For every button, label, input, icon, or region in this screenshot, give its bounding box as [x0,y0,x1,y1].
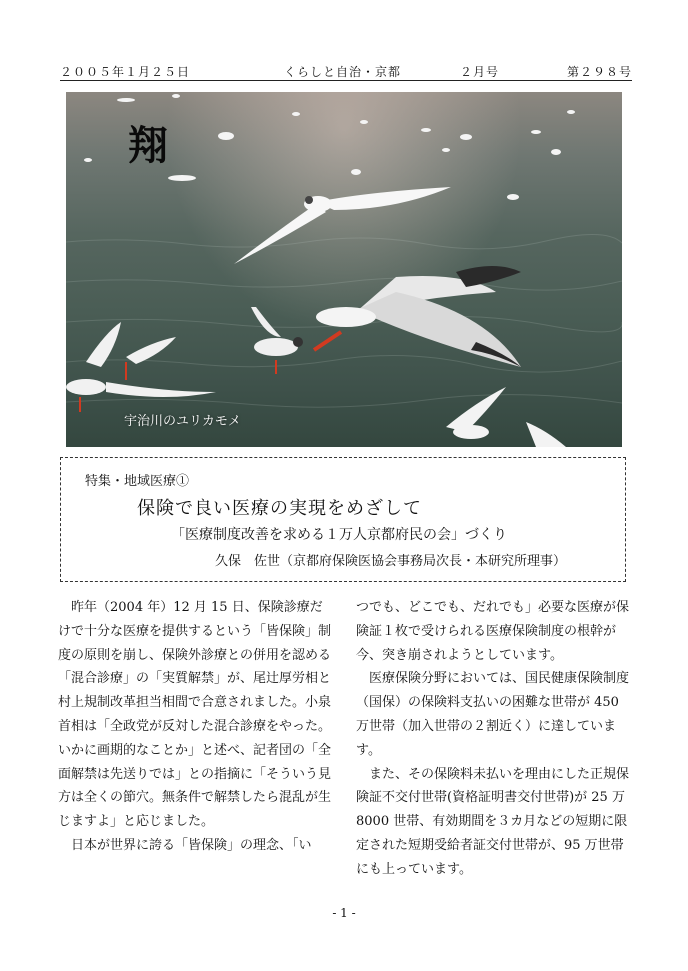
feature-series-label: 特集・地域医療① [85,474,190,489]
article-paragraph: 医療保険分野においては、国民健康保険制度（国保）の保険料支払いの困難な世帯が 450 万世帯（加入世帯の２割近く）に達しています。 [356,671,630,758]
photo-caption: 宇治川のユリカモメ [124,414,241,429]
publication-name: くらしと自治・京都 [284,65,402,79]
gull-top [234,187,451,264]
cover-photo [66,92,622,447]
feature-subtitle: 「医療制度改善を求める１万人京都府民の会」づくり [171,527,507,543]
article-paragraph: つでも、どこでも、だれでも」必要な医療が保険証１枚で受けられる医療保険制度の根幹が今、突き崩されようとしています。 [356,600,630,663]
issue-date: ２００５年１月２５日 [60,65,191,79]
feature-title: 保険で良い医療の実現をめざして [137,498,422,519]
issue-month: ２月号 [460,65,500,79]
gull-middle [251,307,303,374]
article-paragraph: また、その保険料未払いを理由にした正規保険証不交付世帯(資格証明書交付世帯)が 25 万 8000 世帯、有効期間を３カ月などの短期に限定された短期受給者証交付世帯が、95 万世帯にも上っています。 [356,766,630,877]
article-column-right [356,596,632,882]
article-column-left [58,596,334,858]
gull-left [66,322,216,412]
page-header [60,64,632,81]
gull-large [314,266,521,367]
article-paragraph: 日本が世界に誇る「皆保険」の理念、「い [71,837,312,853]
issue-number: 第２９８号 [566,65,632,79]
article-paragraph: 昨年（2004 年）12 月 15 日、保険診療だけで十分な医療を提供するという「皆保険」制度の原則を崩し、保険外診療との併用を認める「混合診療」の「実質解禁」が、尾辻厚労相と村上規制改革担当相間で合意されました。小泉首相は「全政党が反対した混合診療をやった。いかに画期的なことか」と述べ、記者団の「全面解禁は先送りでは」との指摘に「そういう見方は全くの節穴。無条件で解禁したら混乱が生じますよ」と応じました。 [58,600,332,830]
photo-title-kanji: 翔 [128,122,168,169]
feature-title-box [60,457,626,582]
page-number: - 1 - [332,906,356,920]
feature-author: 久保 佐世（京都府保険医協会事務局次長・本研究所理事） [215,554,567,569]
